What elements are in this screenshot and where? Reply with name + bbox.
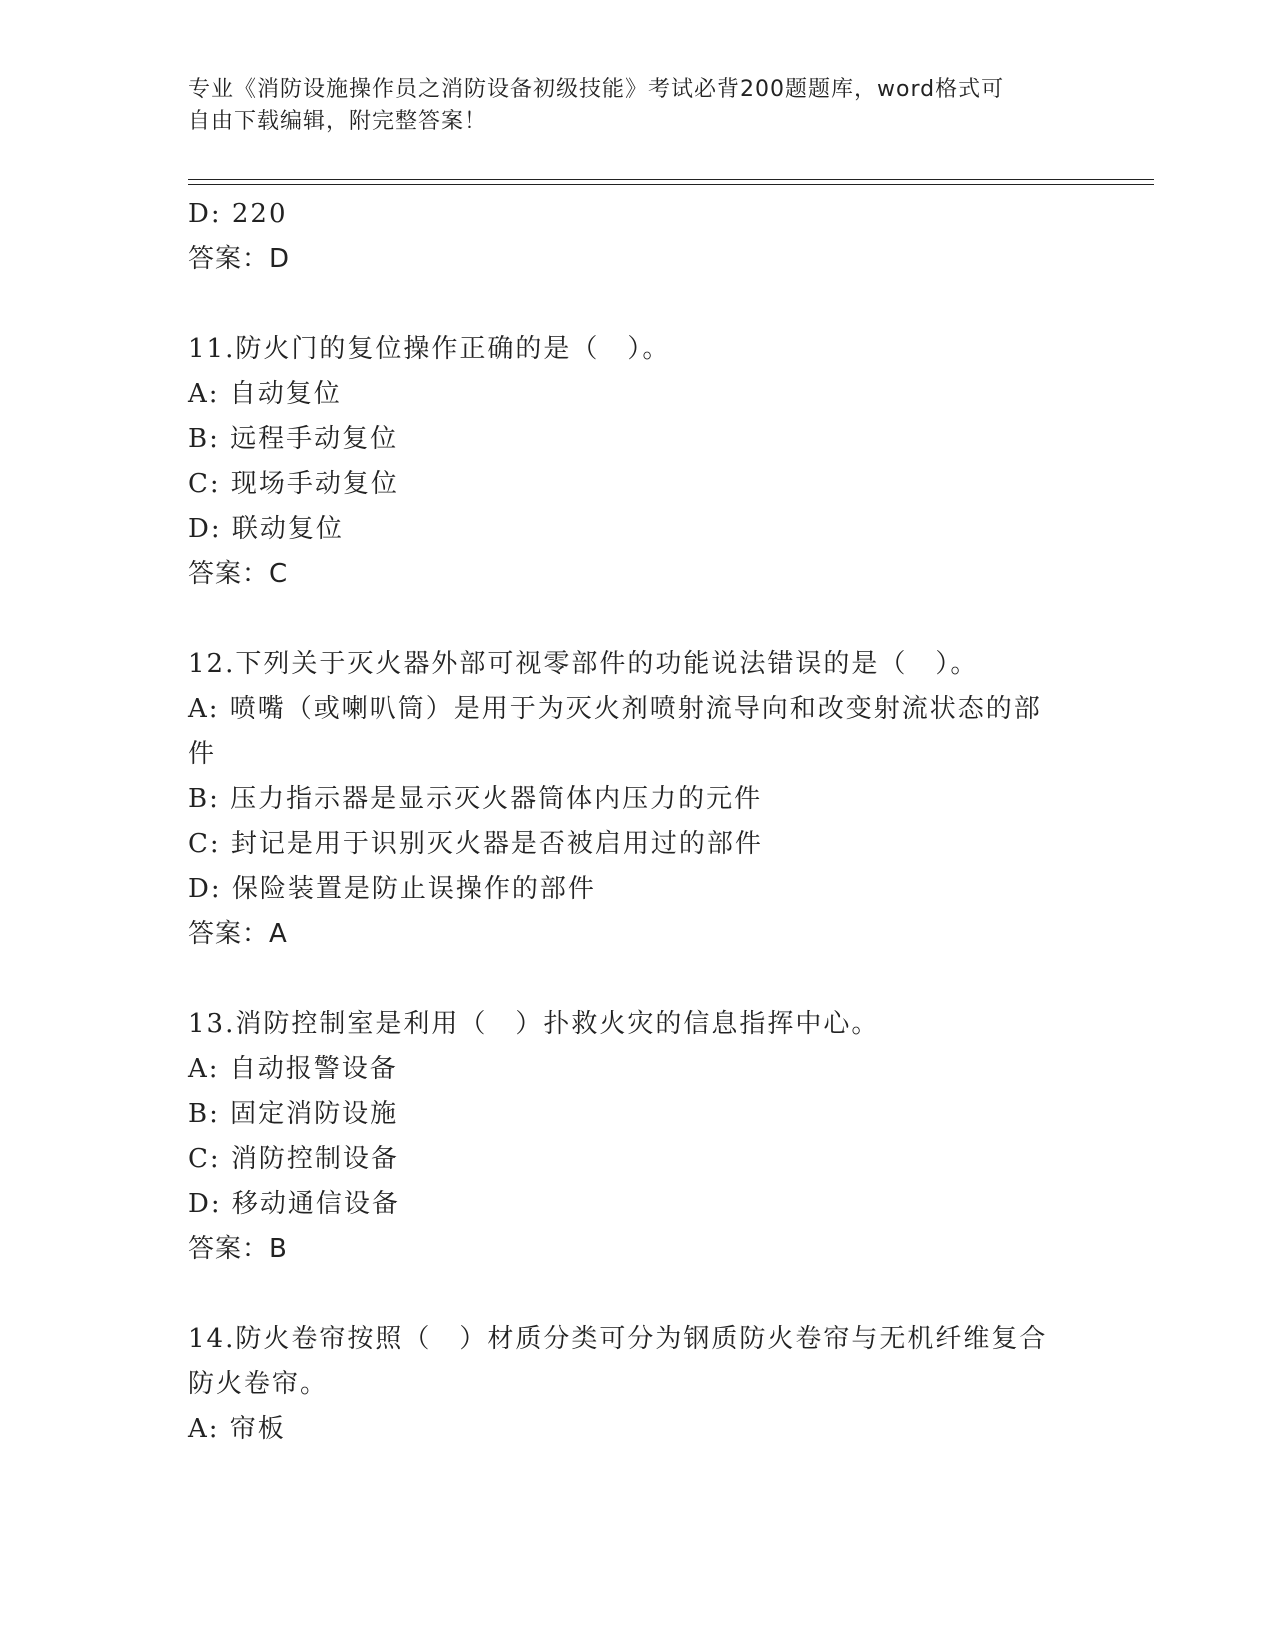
option-d: D: 保险装置是防止误操作的部件 xyxy=(188,874,596,904)
question-10-tail xyxy=(188,192,1088,282)
option-a: A: 自动报警设备 xyxy=(188,1054,398,1084)
question-12 xyxy=(188,642,1088,957)
question-text: 13.消防控制室是利用（ ）扑救火灾的信息指挥中心。 xyxy=(188,1009,880,1039)
spacer xyxy=(188,1272,1088,1317)
question-text: 12.下列关于灭火器外部可视零部件的功能说法错误的是（ ）。 xyxy=(188,649,979,679)
option-a: A: 自动复位 xyxy=(188,379,342,409)
option-b: B: 压力指示器是显示灭火器筒体内压力的元件 xyxy=(188,784,763,814)
header-divider-bottom xyxy=(188,184,1154,185)
answer: 答案：D xyxy=(188,244,291,274)
option-a-line-2: 件 xyxy=(188,739,217,769)
question-13 xyxy=(188,1002,1088,1272)
option-d: D: 220 xyxy=(188,199,288,229)
option-a: A: 帘板 xyxy=(188,1414,286,1444)
header-divider-top xyxy=(188,179,1154,180)
header-line-2: 自由下载编辑，附完整答案！ xyxy=(188,109,488,134)
option-c: C: 封记是用于识别灭火器是否被启用过的部件 xyxy=(188,829,763,859)
question-11 xyxy=(188,327,1088,597)
answer: 答案：A xyxy=(188,919,288,949)
spacer xyxy=(188,282,1088,327)
question-text-line-1: 14.防火卷帘按照（ ）材质分类可分为钢质防火卷帘与无机纤维复合 xyxy=(188,1324,1048,1354)
option-c: C: 消防控制设备 xyxy=(188,1144,399,1174)
option-b: B: 固定消防设施 xyxy=(188,1099,399,1129)
option-a-line-1: A: 喷嘴（或喇叭筒）是用于为灭火剂喷射流导向和改变射流状态的部 xyxy=(188,694,1042,724)
answer: 答案：C xyxy=(188,559,289,589)
question-text-line-2: 防火卷帘。 xyxy=(188,1369,329,1399)
answer: 答案：B xyxy=(188,1234,288,1264)
question-list xyxy=(188,192,1088,1452)
document-header xyxy=(188,74,1088,138)
spacer xyxy=(188,957,1088,1002)
question-14 xyxy=(188,1317,1088,1452)
spacer xyxy=(188,597,1088,642)
option-b: B: 远程手动复位 xyxy=(188,424,399,454)
option-d: D: 联动复位 xyxy=(188,514,344,544)
question-text: 11.防火门的复位操作正确的是（ ）。 xyxy=(188,334,671,364)
header-line-1: 专业《消防设施操作员之消防设备初级技能》考试必背200题题库，word格式可 xyxy=(188,77,1005,102)
option-c: C: 现场手动复位 xyxy=(188,469,399,499)
option-d: D: 移动通信设备 xyxy=(188,1189,400,1219)
